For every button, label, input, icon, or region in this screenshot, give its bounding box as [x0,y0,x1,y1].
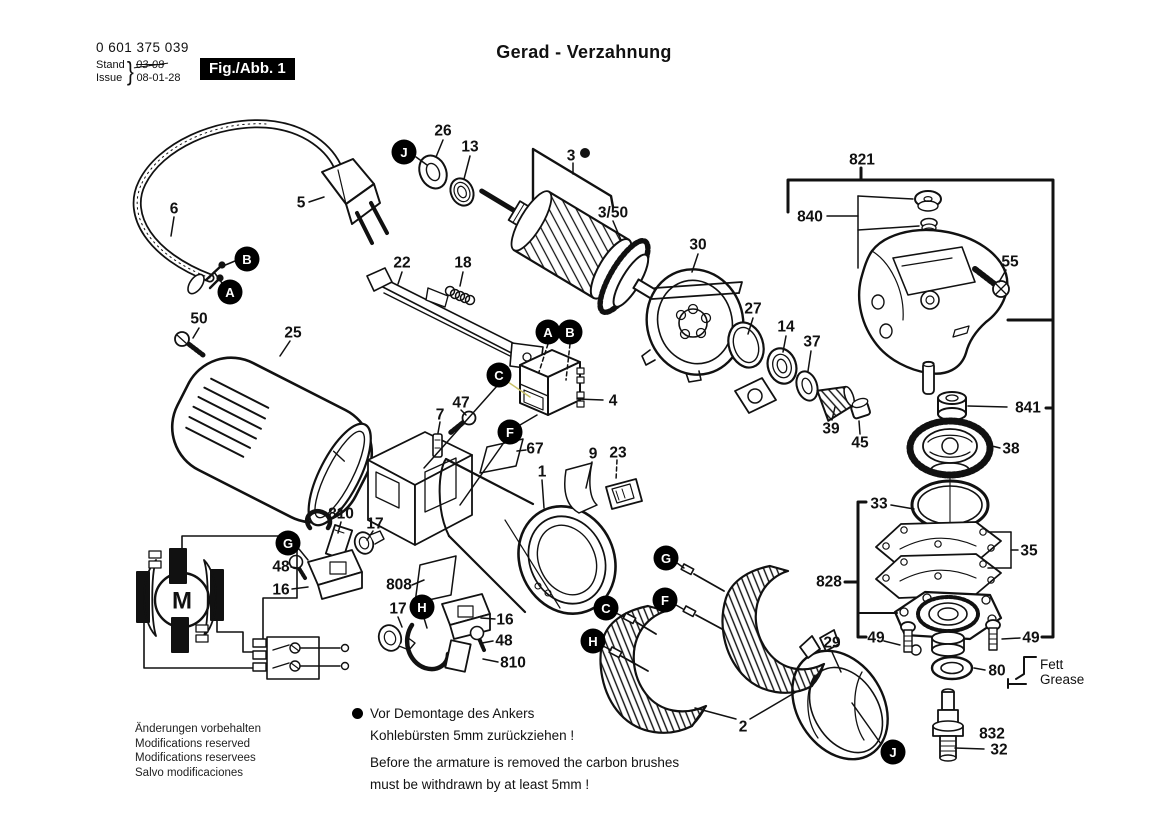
screw-49-right [986,620,1000,650]
part-label-29: 29 [823,634,841,652]
warning-de-line2: Kohlebürsten 5mm zurückziehen ! [370,727,575,743]
figure-number-box: Fig./Abb. 1 [200,58,295,80]
switch-4 [520,350,584,415]
svg-text:A: A [543,325,553,340]
part-label-32: 32 [990,741,1008,759]
document-part-number: 0 601 375 039 [96,40,189,55]
ref-badge-G [654,546,679,571]
revision-note-de: Änderungen vorbehalten [135,723,261,735]
ref-badge-B [558,320,583,345]
bearing-14 [763,345,801,388]
bearing-block [735,378,776,413]
part-label-810: 810 [328,505,354,523]
grease-label-en: Grease [1040,672,1085,687]
switch-button-23 [606,479,642,509]
field-coil-upper [723,566,824,693]
svg-text:H: H [417,600,427,615]
revision-note-fr: Modifications reservees [135,752,256,765]
part-label-48: 48 [272,558,290,576]
part-label-27: 27 [744,300,762,318]
warning-de-row [352,703,679,725]
part-label-9: 9 [588,445,598,463]
brace-glyph: } [126,56,134,86]
part-label-48: 48 [495,632,513,650]
washer-37 [793,369,821,404]
svg-text:G: G [282,536,294,551]
part-label-17: 17 [366,515,384,533]
part-label-4: 4 [608,392,618,410]
part-label-49: 49 [1022,629,1040,647]
wiring-schematic [137,536,349,679]
part-label-821: 821 [849,151,875,169]
gasket-35-lower [876,554,1001,598]
revision-note-es: Salvo modificaciones [135,767,244,780]
part-label-828: 828 [816,573,842,591]
svg-text:F: F [506,425,514,440]
part-label-7: 7 [435,406,445,424]
part-label-80: 80 [988,662,1006,680]
ref-badge-C [487,363,512,388]
ref-badge-H [581,629,606,654]
motor-symbol: M [172,587,192,615]
stand-label: Stand [96,58,125,71]
button-cap-840 [915,191,941,211]
part-label-17: 17 [389,600,407,618]
warning-en-line1: Before the armature is removed the carbon brushes [370,755,680,771]
part-label-1: 1 [537,463,547,481]
filled-dot-marker [580,148,590,158]
part-label-6: 6 [169,200,179,218]
ref-badge-F [498,420,523,445]
revision-notes [135,722,261,781]
svg-text:A: A [225,285,235,300]
svg-text:B: B [565,325,575,340]
ref-badge-A [218,280,243,305]
warning-en-line2: must be withdrawn by at least 5mm ! [370,776,590,792]
ref-badge-J [881,740,906,765]
part-label-47: 47 [452,394,470,412]
part-label-25: 25 [284,324,302,342]
part-label-37: 37 [803,333,821,351]
part-label-45: 45 [851,434,869,452]
part-label-832: 832 [979,725,1005,743]
svg-text:H: H [588,634,598,649]
part-label-38: 38 [1002,440,1020,458]
warning-bullet-icon [352,708,363,719]
power-cord [137,124,339,297]
part-label-840: 840 [797,208,823,226]
part-label-39: 39 [822,420,840,438]
slider-bar-22 [367,268,543,370]
revision-note-en: Modifications reserved [135,737,251,750]
page-title: Gerad - Verzahnung [496,42,672,62]
brush-warning-note [352,703,679,795]
issue-date: 08-01-28 [136,71,181,84]
grease-label-de: Fett [1040,657,1064,672]
part-label-55: 55 [1001,253,1019,271]
bearing-13 [446,175,477,210]
issue-label: Issue [96,71,123,84]
warning-de-line1: Vor Demontage des Ankers [370,706,535,721]
part-label-30: 30 [689,236,707,254]
part-label-67: 67 [526,440,544,458]
part-label-5: 5 [296,194,306,212]
bushing-841 [938,392,966,420]
part-label-18: 18 [454,254,472,272]
screw-50 [175,332,203,355]
o-ring-80 [932,657,972,679]
svg-text:C: C [494,368,504,383]
part-label-33: 33 [870,495,888,513]
part-label-16: 16 [272,581,290,599]
bearing-26 [414,151,452,193]
ref-badge-J [392,140,417,165]
bevel-gear-38 [910,421,990,477]
ref-badge-C [594,596,619,621]
spring-18 [446,287,475,305]
part-label-35: 35 [1020,542,1038,560]
svg-text:C: C [601,601,611,616]
part-label-14: 14 [777,318,795,336]
part-label-26: 26 [434,122,452,140]
pin-below-housing [923,362,934,395]
gear-housing [859,230,1007,374]
part-label-23: 23 [609,444,627,462]
svg-text:B: B [242,252,252,267]
svg-text:J: J [400,145,408,160]
part-label-810: 810 [500,654,526,672]
ref-badge-F [653,588,678,613]
guard-30 [635,258,755,385]
ref-badge-G [276,531,301,556]
part-label-13: 13 [461,138,479,156]
part-label-3-50: 3/50 [597,204,629,222]
part-label-2: 2 [738,718,748,736]
cover-plate-9 [565,463,597,513]
part-label-3: 3 [566,147,576,165]
part-label-16: 16 [496,611,514,629]
ref-badge-A [536,320,561,345]
spindle-832 [933,689,963,761]
part-label-808: 808 [386,576,412,594]
ref-badge-H [410,595,435,620]
part-label-841: 841 [1015,399,1041,417]
svg-text:F: F [661,593,669,608]
svg-text:J: J [889,745,897,760]
ref-badge-B [235,247,260,272]
power-plug [322,159,387,243]
part-label-50: 50 [190,310,208,328]
svg-text:G: G [660,551,672,566]
old-issue-date: 03-08 [135,58,166,71]
part-label-22: 22 [393,254,411,272]
part-label-49: 49 [867,629,885,647]
